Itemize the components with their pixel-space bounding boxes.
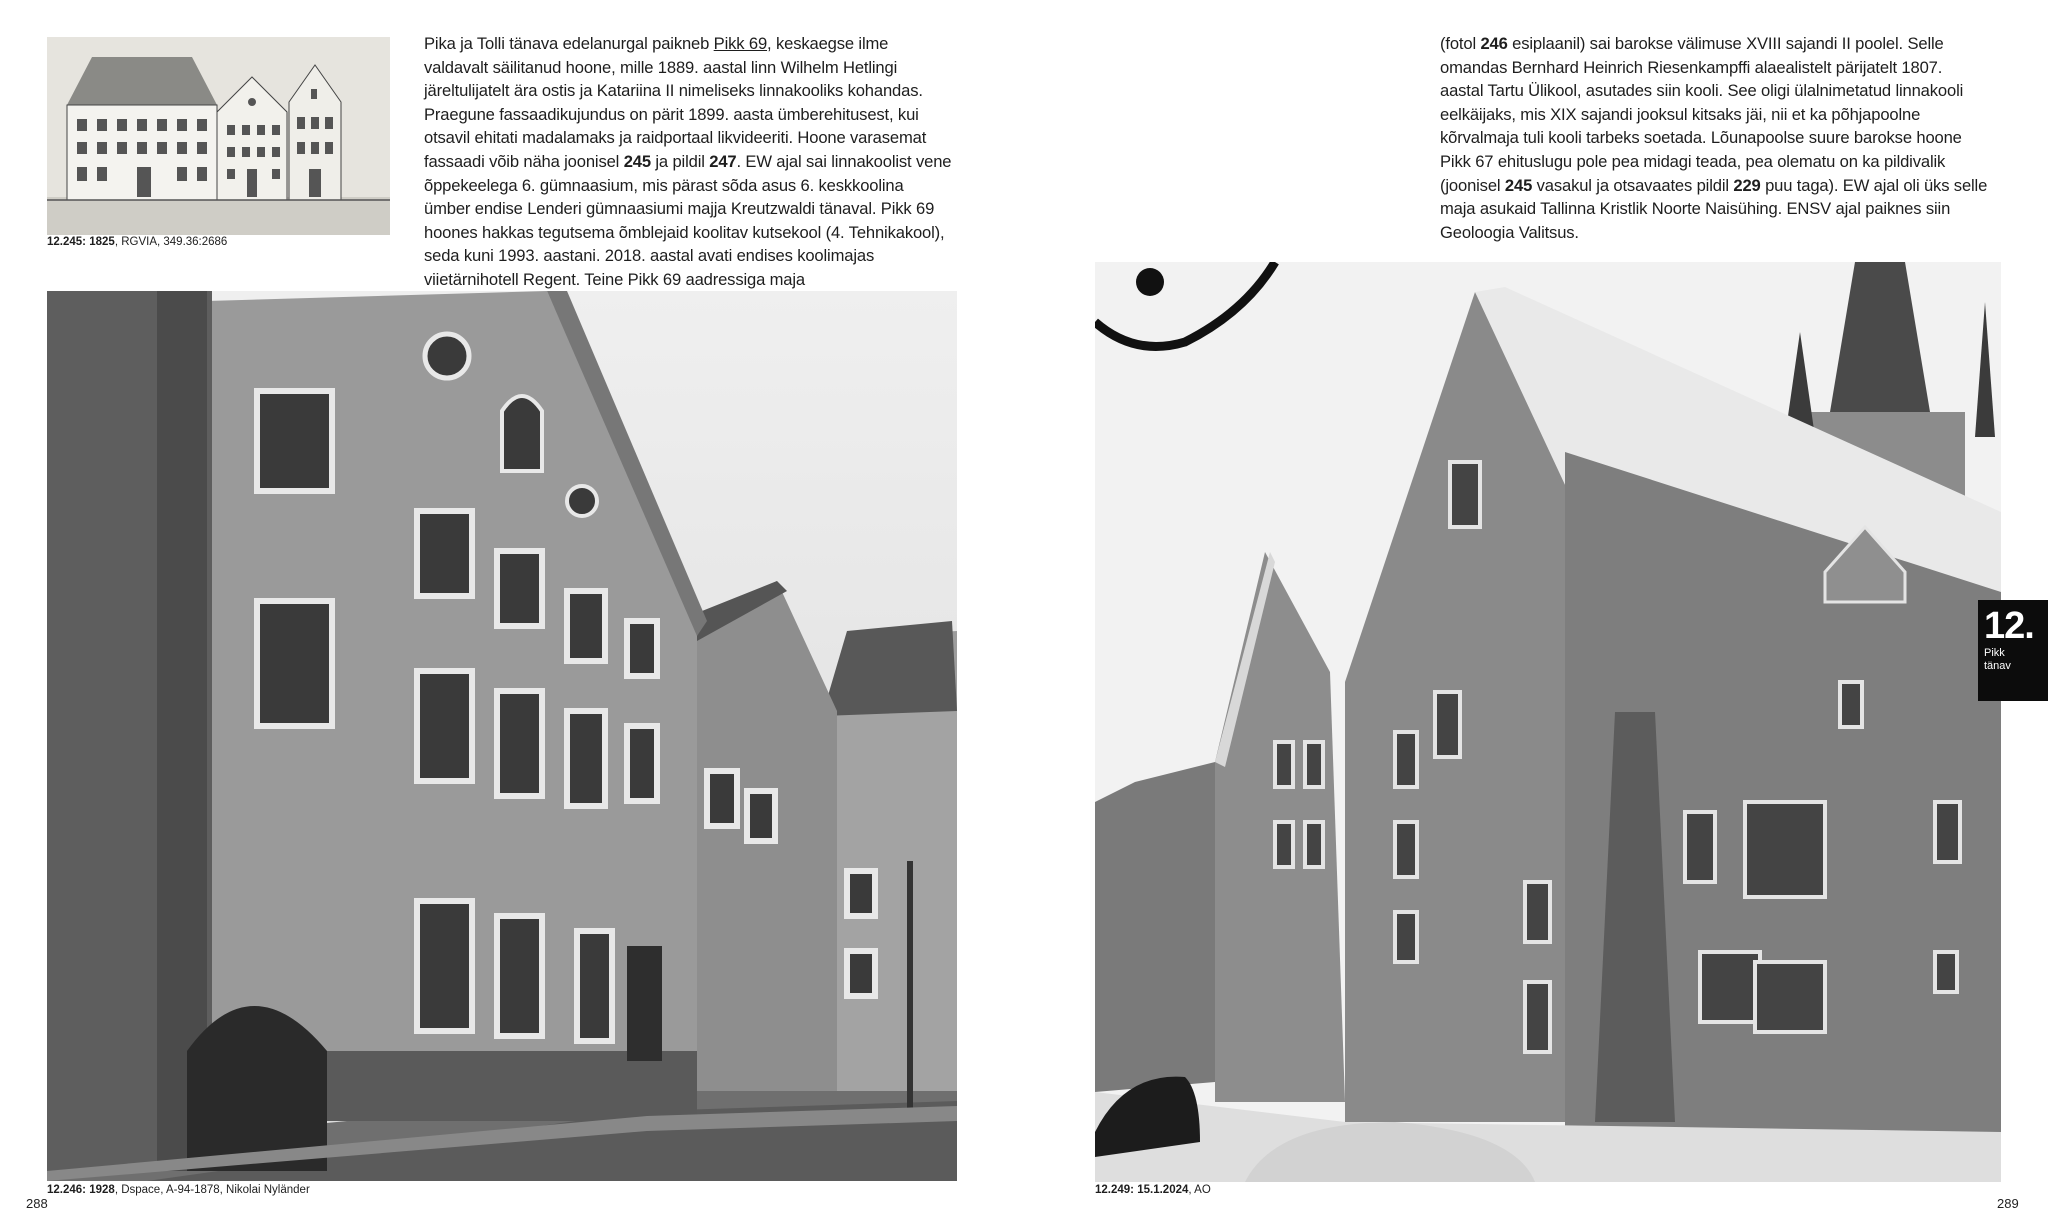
figure-ref: 247 [709,151,737,171]
underlined-text: Pikk 69 [713,34,768,53]
figure-ref: 246 [1480,34,1508,53]
caption-year: 15.1.2024 [1137,1184,1189,1196]
right-body-text [1440,32,1990,244]
photo-249-caption [1095,1184,1211,1196]
drawing-245 [47,37,390,235]
chapter-title-line1: Pikk [1984,647,2005,659]
photo-246-caption [47,1184,310,1196]
text-run: puu taga). EW ajal oli üks selle maja asukaid Tallinna Kristlik Noorte Naisühing. ENSV ajal paiknes siin Geoloogia Valitsus. [1440,175,1988,242]
caption-year: 1928 [89,1184,115,1196]
text-run: Pika ja Tolli tänava edelanurgal paikneb [424,34,714,53]
chapter-title-line2: tänav [1984,660,2011,672]
chapter-tab [1978,600,2048,701]
page-number-left: 288 [26,1196,48,1211]
caption-source: , RGVIA, 349.36:2686 [114,236,228,248]
photo-246 [47,291,957,1181]
figure-ref: 229 [1733,175,1761,195]
caption-source: , Dspace, A-94-1878, Nikolai Nyländer [114,1184,310,1196]
caption-id: 12.249: [1095,1184,1135,1196]
text-run: ja pildil [650,151,710,171]
text-run: esiplaanil) sai barokse välimuse XVIII sajandi II poolel. Selle omandas Bernhard Heinrich Riesenkampffi alaealistelt pärijatelt 1807. aastal Tartu Ülikool, asutades siin kooli. See oligi ülalnimetatud linnakooli eelkäijaks, mis XIX sajandi jooksul kitsaks jäi, nii et ka põhjapoolne kõrvalmaja tuli kooli tarbeks soetada. Lõunapoolse suure barokse hoone Pikk 67 ehituslugu pole pea midagi teada, pea olematu on ka pildivalik (joonisel [1440,34,1964,195]
caption-year: 1825 [89,236,115,248]
text-run: vasakul ja otsavaates pildil [1532,175,1734,195]
caption-id: 12.245: [47,236,87,248]
left-body-text [424,32,954,292]
caption-source: , AO [1188,1184,1211,1196]
text-run: . EW ajal sai linnakoolist vene õppekeelega 6. gümnaasium, mis pärast sõda asus 6. keskkoolina ümber endise Lenderi gümnaasiumi majja Kreutzwaldi tänaval. Pikk 69 hoones hakkas tegutsema õmblejaid koolitav kutsekool (4. Tehnikakool), seda kuni 1993. aastani. 2018. aastal avati endises koolimajas viietärnihotell Regent. Teine Pikk 69 aadressiga maja [424,151,952,289]
text-run: , keskaegse ilme valdavalt säilitanud hoone, mille 1889. aastal linn Wilhelm Hetlingi järeltulijatelt ära ostis ja Katariina II nimeliseks linnakooliks kohandas. Praegune fassaadikujundus on pärit 1899. aasta ümberehitusest, kui otsavil ehitati madalamaks ja raidportaal likvideeriti. Hoone varasemat fassaadi võib näha joonisel [424,34,927,171]
photo-249 [1095,262,2001,1182]
chapter-number: 12. [1984,605,2034,647]
figure-ref: 245 [623,151,651,171]
text-run: (fotol [1440,34,1481,53]
figure-ref: 245 [1504,175,1533,195]
caption-id: 12.246: [47,1184,87,1196]
drawing-caption [47,236,227,248]
page-number-right: 289 [1997,1196,2019,1211]
